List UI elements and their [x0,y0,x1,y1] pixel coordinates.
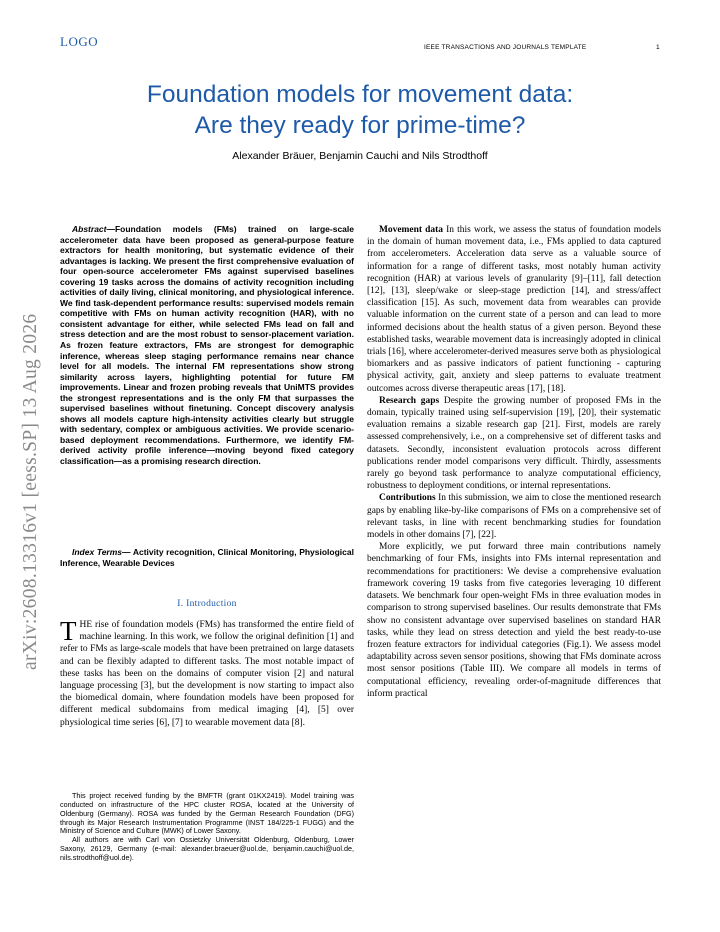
abstract-text: Foundation models (FMs) trained on large-scale accelerometer data have been proposed as general-purpose feature extractors for health monitoring, but systematic evidence of their advantages is lacking. We present the first comprehensive evaluation of four open-source accelerometer FMs against supervised baselines covering 19 tasks across the domains of activity recognition including activities of daily living, clinical monitoring, and physiological inference. We find task-dependent performance results: supervised models remain competitive with FMs on human activity recognition (HAR), with no consistent advantage for either, while selected FMs lead on fall and stress detection and are the most robust to sensor-placement variation. As frozen feature extractors, FMs are strongest for demographic inference, whereas sleep staging performance remains near chance level for all models. The internal FM representations show strong similarity across layers, highlighting potential for future FM improvements. Linear and frozen probing reveals that UniMTS provides the strongest representations and is the only FM that surpasses the supervised baselines without finetuning. Concept discovery analysis shows all models capture high-intensity activities clearly but struggle with sedentary, complex or ambiguous activities. We provide scenario-based deployment recommendations. Furthermore, we identify FM-derived activity profile inference—moving beyond fixed category classification—as a promising research direction. [60,224,354,467]
contributions-detail-paragraph: More explicitly, we put forward three main contributions namely benchmarking of four FMs, insights into FMs internal representation and recommendations for practitioners: We devise a comprehensive evaluation framework covering 19 tasks from five categories leveraging 10 different datasets. We benchmark four open-weight FMs in three evaluation modes in comparison to strong supervised baselines. Our results demonstrate that FMs show no consistent advantage over supervised baselines on standard HAR tasks, while they lead on stress detection and yield the best ready-to-use frozen feature extractors for individual categories (Fig.1). We assess model adaptability across seven sensor positions, showing that FMs dominate across most sensor positions (Table III). We compare all models in terms of computational efficiency, revealing order-of-magnitude differences that inform practical [367,542,661,699]
abstract-label: Abstract— [72,224,115,234]
contributions-paragraph [367,492,661,541]
movement-data-text: In this work, we assess the status of foundation models in the domain of human movement data, i.e., FMs applied to data captured from accelerometers. Acceleration data serve as a valuable source of information for a range of different tasks, most notably human activity recognition (HAR) at various levels of granularity [9]–[11], fall detection [12], [13], sleep/wake or sleep-stage prediction [14], and stress/affect classification [15]. As such, movement data from wearables can provide valuable information on the current state of a person and can lead to more informed decisions about the health status of a given person. Beyond these established tasks, wearable movement data is increasingly adopted in clinical trials [16], where accelerometer-derived measures serve both as physiological biomarkers and as passive indicators of patient functioning - capturing physical activity, gait, anxiety and sleep patterns to evaluate treatment outcomes across diverse therapeutic areas [17], [18]. [367,225,662,394]
drop-cap-letter: T [60,616,77,646]
page-number: 1 [656,44,660,51]
paper-title-line-2: Are they ready for prime-time? [194,112,526,139]
running-header: IEEE TRANSACTIONS AND JOURNALS TEMPLATE [424,44,587,51]
author-list: Alexander Bräuer, Benjamin Cauchi and Nils Strodthoff [232,150,488,162]
contributions-heading: Contributions [379,493,436,504]
movement-data-paragraph [367,224,661,395]
journal-logo: LOGO [60,34,99,49]
index-terms-label: Index Terms— [72,547,131,557]
introduction-paragraph [60,616,354,729]
arxiv-identifier: arXiv:2608.13316v1 [eess.SP] 13 Aug 2026 [20,313,41,670]
paper-title-line-1: Foundation models for movement data: [146,81,574,108]
research-gaps-text: Despite the growing number of proposed FMs in the domain, typically trained using self-supervision [19], [20], their systematic evaluation remains a sizable research gap [21]. First, models are rarely assessed comprehensively, i.e., on a comprehensive set of different tasks and datasets. Secondly, inconsistent evaluation protocols across different publications render model comparisons very difficult. Thirdly, assessments rarely go beyond task performance to analyze computational efficiency, robustness to deployment conditions, or internal representations. [367,395,661,492]
research-gaps-heading: Research gaps [379,395,440,406]
first-page-footnote [60,792,354,863]
section-heading-introduction: I. Introduction [177,599,237,609]
abstract-block [60,224,354,467]
movement-data-heading: Movement data [379,225,443,235]
intro-text: rise of foundation models (FMs) has transformed the entire field of machine learning. In this work, we follow the original definition [1] and refer to FMs as large-scale models that have been pretrained on large datasets and can be flexibly adapted to different tasks. The most notable impact of these tasks has been on the domains of computer vision [2] and natural language processing [3], but the development is now starting to impact also the biomedical domain, where foundation models have been proposed for different medical subdomains from medical imaging [4], [5] over physiological time series [6], [7] to wearable movement data [8]. [60,620,354,728]
index-terms-block [60,547,354,568]
right-column [367,224,661,700]
affiliation-note: All authors are with Carl von Ossietzky Universität Oldenburg, Oldenburg, Lower Saxony, 26129, Germany (e-mail: alexander.braeuer@uol.de, benjamin.cauchi@uol.de, nils.strodthoff@uol.de). [60,835,354,862]
intro-lead-word: HE [79,620,93,630]
funding-note: This project received funding by the BMFTR (grant 01KX2419). Model training was conducted on infrastructure of the HPC cluster ROSA, located at the University of Oldenburg (Germany). ROSA was funded by the German Research Foundation (DFG) through its Major Research Instrumentation Programme (INST 184/225-1 FUGG) and the Ministry of Science and Culture (MWK) of Lower Saxony. [60,791,354,836]
research-gaps-paragraph [367,395,661,493]
index-terms-text: Activity recognition, Clinical Monitoring, Physiological Inference, Wearable Devices [60,547,354,568]
contributions-text: In this submission, we aim to close the mentioned research gaps by enabling like-by-like comparisons of FMs on a comprehensive set of relevant tasks, in line with recent benchmarking studies for foundation models in other domains [7], [22]. [367,493,661,541]
